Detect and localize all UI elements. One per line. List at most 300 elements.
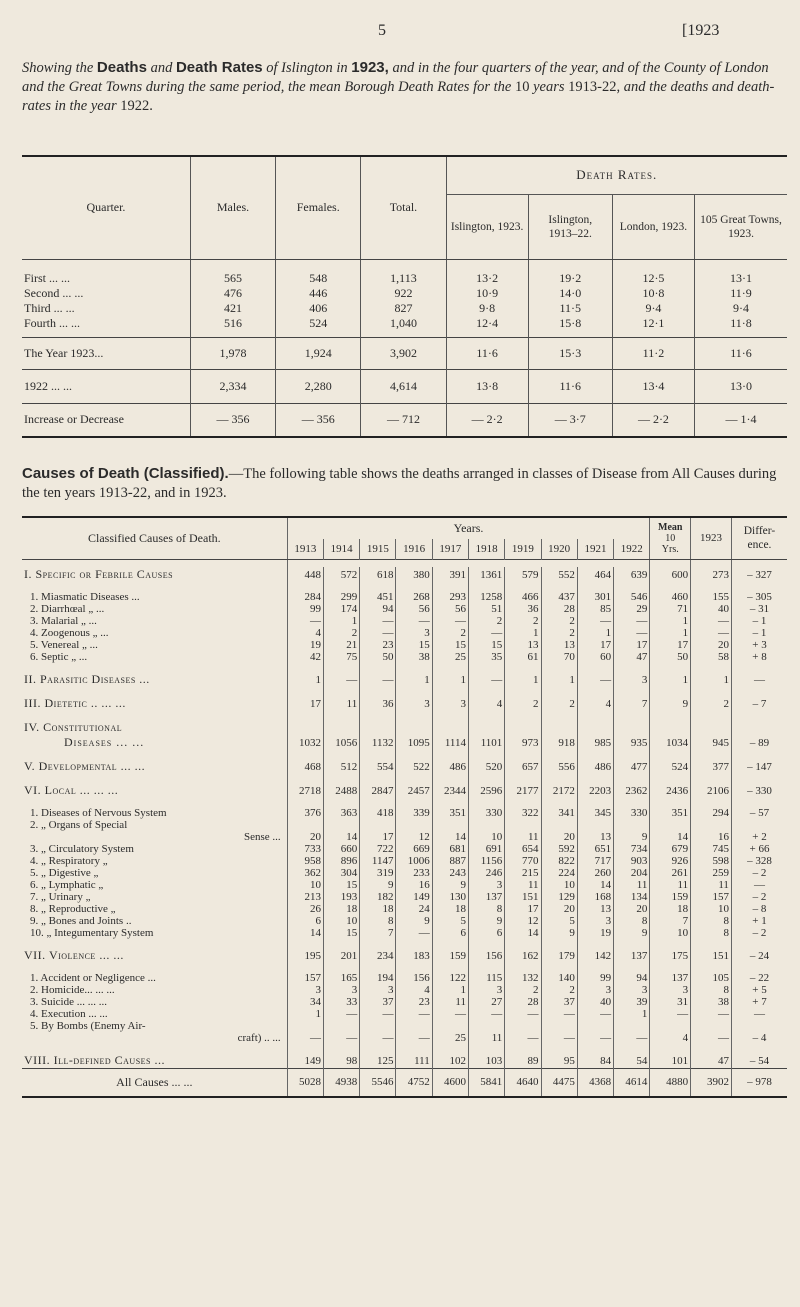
year-1922-row: [22, 369, 787, 403]
cell: 134: [614, 891, 650, 903]
cell: 10: [691, 903, 732, 915]
cell: 23: [396, 996, 432, 1008]
cell: 151: [691, 948, 732, 963]
cell: 8: [614, 915, 650, 927]
cell: 38: [691, 996, 732, 1008]
cell: 89: [505, 1053, 541, 1069]
row-label: The Year 1923...: [24, 345, 104, 360]
quarter-row: [22, 301, 787, 316]
cell: —: [396, 1008, 432, 1020]
cell: 1: [650, 615, 691, 627]
cell: — 712: [361, 403, 446, 437]
row-label: 6. Septic „ ...: [30, 651, 88, 663]
cell: 15: [323, 927, 359, 939]
cell: 103: [469, 1053, 505, 1069]
cell: 2: [505, 615, 541, 627]
cell: 451: [360, 591, 396, 603]
subclass-row: [22, 819, 787, 831]
cell: 13·2: [446, 271, 528, 286]
cell: 50: [360, 651, 396, 663]
cell: 14: [432, 831, 468, 843]
cell: 2: [691, 696, 732, 711]
cell: 2: [541, 984, 577, 996]
header-total: Total.: [361, 156, 446, 259]
cell: 47: [614, 651, 650, 663]
cell: 159: [650, 891, 691, 903]
cell: 2: [432, 627, 468, 639]
cell: —: [360, 672, 396, 687]
cell: 5: [541, 915, 577, 927]
cell: 1: [541, 672, 577, 687]
quarter-row: [22, 316, 787, 331]
cell: 4475: [541, 1069, 577, 1097]
cell: 330: [614, 807, 650, 819]
row-label: V. Developmental ... ...: [24, 759, 146, 773]
cell: — 1·4: [695, 403, 787, 437]
cell: 512: [323, 759, 359, 774]
cell: 887: [432, 855, 468, 867]
cell: 618: [360, 567, 396, 582]
cell: 182: [360, 891, 396, 903]
year-header: 1918: [469, 539, 505, 559]
row-label: 10. „ Integumentary System: [30, 927, 154, 939]
cell: —: [614, 1032, 650, 1044]
cell: 691: [469, 843, 505, 855]
cell: 7: [360, 927, 396, 939]
cell: 61: [505, 651, 541, 663]
cell: 2: [469, 615, 505, 627]
cell: 40: [577, 996, 613, 1008]
cell: 406: [276, 301, 361, 316]
cell: 1,113: [361, 271, 446, 286]
row-label: 5. Venereal „ ...: [30, 639, 98, 651]
cell: 654: [505, 843, 541, 855]
subclass-row: [22, 639, 787, 651]
cell: 215: [505, 867, 541, 879]
cell: 4600: [432, 1069, 468, 1097]
cell: 985: [577, 735, 613, 750]
subclass-row: [22, 627, 787, 639]
caption-text: 1913-22,: [568, 79, 621, 95]
cell: 156: [396, 972, 432, 984]
header-mean-bot: Yrs.: [661, 543, 679, 555]
cell: 918: [541, 735, 577, 750]
cell: —: [469, 627, 505, 639]
subclass-row: [22, 984, 787, 996]
cell: 17: [577, 639, 613, 651]
cell: —: [541, 1032, 577, 1044]
subclass-row: [22, 867, 787, 879]
cell: —: [505, 1008, 541, 1020]
subclass-row: [22, 1032, 787, 1044]
cell: 58: [691, 651, 732, 663]
cell: – 2: [731, 891, 787, 903]
cell: 9: [396, 915, 432, 927]
cell: 142: [577, 948, 613, 963]
cell: 546: [614, 591, 650, 603]
row-label: Sense ...: [244, 831, 281, 843]
cell: 7: [614, 696, 650, 711]
cell: 179: [541, 948, 577, 963]
cell: —: [323, 672, 359, 687]
header-females: Females.: [276, 156, 361, 259]
cell: 600: [650, 567, 691, 582]
section2-heading: Causes of Death (Classified).: [22, 465, 229, 482]
cell: 261: [650, 867, 691, 879]
cell: 19: [287, 639, 323, 651]
cell: — 356: [276, 403, 361, 437]
cell: 2847: [360, 783, 396, 798]
cell: 24: [396, 903, 432, 915]
cell: 15·8: [528, 316, 612, 331]
cell: + 8: [731, 651, 787, 663]
row-label: IV. Constitutional: [24, 720, 123, 734]
cell: 13·1: [695, 271, 787, 286]
cell: 151: [505, 891, 541, 903]
cell: 418: [360, 807, 396, 819]
cell: 319: [360, 867, 396, 879]
cell: 657: [505, 759, 541, 774]
class-row: [22, 735, 787, 750]
cell: 13: [505, 639, 541, 651]
cell: 339: [396, 807, 432, 819]
class-row: [22, 783, 787, 798]
class-row: [22, 672, 787, 687]
class-row: [22, 759, 787, 774]
header-years: Years.: [287, 517, 650, 539]
cell: —: [396, 615, 432, 627]
cell: 28: [505, 996, 541, 1008]
cell: 149: [287, 1053, 323, 1069]
cell: 37: [360, 996, 396, 1008]
cell: – 147: [731, 759, 787, 774]
year-header: 1917: [432, 539, 468, 559]
year-header: 1922: [614, 539, 650, 559]
cell: 1: [650, 672, 691, 687]
cell: 2718: [287, 783, 323, 798]
cell: 10·8: [612, 286, 694, 301]
cell: 39: [614, 996, 650, 1008]
cell: 1: [505, 627, 541, 639]
cell: 2596: [469, 783, 505, 798]
cell: 2106: [691, 783, 732, 798]
cell: 669: [396, 843, 432, 855]
cell: 4: [287, 627, 323, 639]
cell: 524: [650, 759, 691, 774]
cell: 4,614: [361, 369, 446, 403]
cell: – 327: [731, 567, 787, 582]
row-label: III. Dietetic .. ... ...: [24, 696, 126, 710]
cell: – 1: [731, 627, 787, 639]
cell: —: [577, 1008, 613, 1020]
cell: —: [287, 1032, 323, 1044]
cell: 294: [691, 807, 732, 819]
cell: 14: [577, 879, 613, 891]
cell: 15·3: [528, 337, 612, 369]
quarter-row: [22, 286, 787, 301]
cell: 639: [614, 567, 650, 582]
cell: 304: [323, 867, 359, 879]
cell: 733: [287, 843, 323, 855]
cell: 293: [432, 591, 468, 603]
cell: 5: [432, 915, 468, 927]
subclass-row: [22, 1008, 787, 1020]
cell: 115: [469, 972, 505, 984]
cell: 598: [691, 855, 732, 867]
cell: 345: [577, 807, 613, 819]
row-label: Increase or Decrease: [24, 412, 124, 427]
cell: 101: [650, 1053, 691, 1069]
cell: 8: [691, 927, 732, 939]
cell: 14: [505, 927, 541, 939]
cell: 14: [650, 831, 691, 843]
cell: 4880: [650, 1069, 691, 1097]
cell: 234: [360, 948, 396, 963]
all-causes-row: [22, 1069, 787, 1097]
cell: 25: [432, 651, 468, 663]
cell: — 2·2: [612, 403, 694, 437]
cell: 11·9: [695, 286, 787, 301]
cell: 195: [287, 948, 323, 963]
cell: 99: [287, 603, 323, 615]
cell: 2362: [614, 783, 650, 798]
cell: 233: [396, 867, 432, 879]
cell: 9: [469, 915, 505, 927]
cell: 14: [323, 831, 359, 843]
cell: 5028: [287, 1069, 323, 1097]
row-label: 4. Execution ... ...: [30, 1008, 108, 1020]
cell: 11·6: [528, 369, 612, 403]
cell: 23: [360, 639, 396, 651]
cell: 168: [577, 891, 613, 903]
caption-bold: Deaths: [96, 59, 147, 76]
class-row: [22, 1053, 787, 1069]
row-label: 6. „ Lymphatic „: [30, 879, 104, 891]
row-label: 3. „ Circulatory System: [30, 843, 134, 855]
cell: 28: [541, 603, 577, 615]
cell: 194: [360, 972, 396, 984]
cell: 330: [469, 807, 505, 819]
row-label: 3. Suicide ... ... ...: [30, 996, 107, 1008]
cell: 137: [469, 891, 505, 903]
cell: 1095: [396, 735, 432, 750]
cell: 224: [541, 867, 577, 879]
cell: 12·5: [612, 271, 694, 286]
cell: 2344: [432, 783, 468, 798]
cell: – 328: [731, 855, 787, 867]
cell: 903: [614, 855, 650, 867]
cell: 56: [396, 603, 432, 615]
cell: 3: [469, 984, 505, 996]
cell: 102: [432, 1053, 468, 1069]
header-islington-1923: Islington, 1923.: [446, 194, 528, 259]
year-header: 1916: [396, 539, 432, 559]
cell: 651: [577, 843, 613, 855]
cell: 3902: [691, 1069, 732, 1097]
cell: 2: [541, 615, 577, 627]
row-label: 2. Homicide... ... ...: [30, 984, 115, 996]
cell: 1006: [396, 855, 432, 867]
cell: 7: [650, 915, 691, 927]
cell: 16: [396, 879, 432, 891]
cell: 18: [432, 903, 468, 915]
cell: 11·5: [528, 301, 612, 316]
cell: 827: [361, 301, 446, 316]
row-label: First ... ...: [24, 271, 71, 285]
cell: 156: [469, 948, 505, 963]
cell: 477: [614, 759, 650, 774]
cell: —: [396, 1032, 432, 1044]
cell: 3: [360, 984, 396, 996]
class-row: [22, 696, 787, 711]
cell: 548: [276, 271, 361, 286]
cell: 95: [541, 1053, 577, 1069]
cell: 75: [323, 651, 359, 663]
cell: 926: [650, 855, 691, 867]
row-label: 1. Diseases of Nervous System: [30, 807, 167, 819]
cell: 17: [614, 639, 650, 651]
page-number: 5: [378, 22, 386, 39]
cell: 201: [323, 948, 359, 963]
cell: 351: [650, 807, 691, 819]
cell: 1: [396, 672, 432, 687]
cell: 268: [396, 591, 432, 603]
cell: 11: [432, 996, 468, 1008]
cell: 1101: [469, 735, 505, 750]
cell: 51: [469, 603, 505, 615]
cell: 1156: [469, 855, 505, 867]
cell: 35: [469, 651, 505, 663]
header-quarter: Quarter.: [22, 156, 190, 259]
cell: 516: [190, 316, 275, 331]
cell: 20: [287, 831, 323, 843]
cell: 11·2: [612, 337, 694, 369]
row-label: 2. Diarrhœal „ ...: [30, 603, 105, 615]
caption-bold: 1923,: [351, 59, 389, 76]
cell: 165: [323, 972, 359, 984]
cell: 284: [287, 591, 323, 603]
caption-text: of Islington in: [262, 60, 352, 76]
cell: —: [577, 672, 613, 687]
cell: —: [360, 615, 396, 627]
cell: —: [731, 672, 787, 687]
cell: 2203: [577, 783, 613, 798]
cell: 1: [577, 627, 613, 639]
cell: 12: [505, 915, 541, 927]
header-males: Males.: [190, 156, 275, 259]
cell: —: [731, 879, 787, 891]
cell: + 1: [731, 915, 787, 927]
cell: 137: [650, 972, 691, 984]
cell: + 3: [731, 639, 787, 651]
cell: —: [432, 615, 468, 627]
cell: 47: [691, 1053, 732, 1069]
cell: 2: [541, 627, 577, 639]
quarterly-deaths-table: [22, 155, 787, 438]
cell: —: [577, 1032, 613, 1044]
cell: 29: [614, 603, 650, 615]
row-label: 5. „ Digestive „: [30, 867, 99, 879]
cell: 6: [469, 927, 505, 939]
cell: – 7: [731, 696, 787, 711]
cell: 11·8: [695, 316, 787, 331]
page-header: [0, 22, 800, 42]
cell: —: [691, 615, 732, 627]
cell: 162: [505, 948, 541, 963]
cell: 3: [614, 984, 650, 996]
cell: 9·4: [695, 301, 787, 316]
cell: 1056: [323, 735, 359, 750]
row-label: Second ... ...: [24, 286, 84, 300]
caption-text: 1922.: [120, 98, 153, 114]
cell: 362: [287, 867, 323, 879]
header-death-rates: Death Rates.: [446, 156, 787, 194]
cell: 8: [360, 915, 396, 927]
cell: 1,978: [190, 337, 275, 369]
cell: 3: [396, 696, 432, 711]
caption-text: years: [529, 79, 569, 95]
cell: 592: [541, 843, 577, 855]
cell: 486: [432, 759, 468, 774]
row-label: 7. „ Urinary „: [30, 891, 91, 903]
class-row: [22, 720, 787, 735]
cell: 1: [614, 1008, 650, 1020]
cell: 105: [691, 972, 732, 984]
cell: 11: [469, 1032, 505, 1044]
cell: —: [469, 672, 505, 687]
cell: 157: [691, 891, 732, 903]
cell: 1132: [360, 735, 396, 750]
cell: —: [323, 1008, 359, 1020]
cell: 20: [691, 639, 732, 651]
cell: —: [691, 1008, 732, 1020]
cell: – 330: [731, 783, 787, 798]
cell: 9: [614, 927, 650, 939]
cell: 122: [432, 972, 468, 984]
cell: 54: [614, 1053, 650, 1069]
cell: 157: [287, 972, 323, 984]
row-label: 4. „ Respiratory „: [30, 855, 108, 867]
cell: —: [360, 1032, 396, 1044]
cell: 98: [323, 1053, 359, 1069]
cell: 1258: [469, 591, 505, 603]
cell: 140: [541, 972, 577, 984]
cell: 149: [396, 891, 432, 903]
cell: —: [691, 1032, 732, 1044]
cell: 3: [577, 984, 613, 996]
cell: + 5: [731, 984, 787, 996]
subclass-row: [22, 996, 787, 1008]
cell: 3: [650, 984, 691, 996]
cell: 446: [276, 286, 361, 301]
caption-text: and: [146, 60, 176, 76]
subclass-row: [22, 831, 787, 843]
cell: — 2·2: [446, 403, 528, 437]
cell: 2,334: [190, 369, 275, 403]
cell: – 1: [731, 615, 787, 627]
cell: 42: [287, 651, 323, 663]
cell: 935: [614, 735, 650, 750]
section2-text: —The following table shows the deaths arranged in classes of Disease from All Causes during the ten years 1913-22, and in 1923.: [22, 466, 777, 501]
cell: 4368: [577, 1069, 613, 1097]
year-header: 1920: [541, 539, 577, 559]
cell: 11: [650, 879, 691, 891]
cell: 11·6: [695, 337, 787, 369]
header-difference: Differ- ence.: [731, 517, 787, 559]
subclass-row: [22, 915, 787, 927]
cell: 56: [432, 603, 468, 615]
cell: 19·2: [528, 271, 612, 286]
